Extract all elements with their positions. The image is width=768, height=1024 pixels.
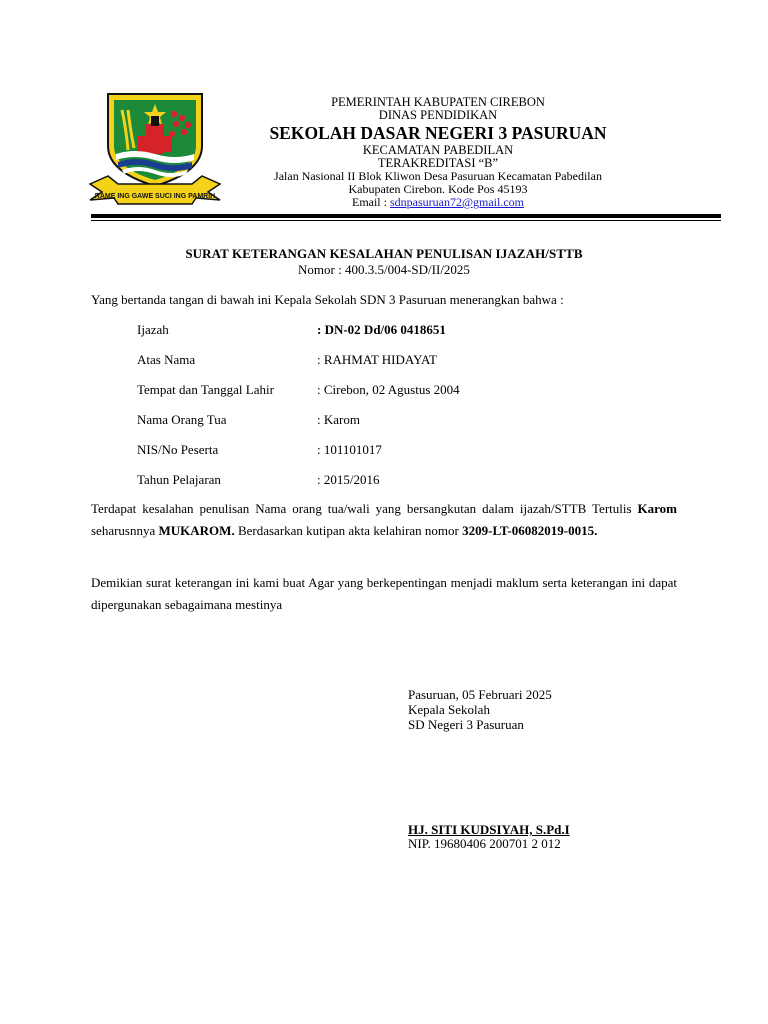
accreditation: TERAKREDITASI “B” [377, 156, 499, 170]
school-name: SEKOLAH DASAR NEGERI 3 PASURUAN [269, 123, 607, 143]
field-value-birth: : Cirebon, 02 Agustus 2004 [317, 382, 460, 397]
para1-part-e: Berdasarkan kutipan akta kelahiran nomor [234, 523, 463, 538]
address-line-2: Kabupaten Cirebon. Kode Pos 45193 [348, 182, 528, 196]
field-label-name: Atas Nama [137, 352, 196, 367]
letterhead-divider-thin [91, 220, 721, 221]
regency-crest-logo [88, 88, 222, 208]
para1-wrong-name: Karom [637, 501, 677, 516]
intro-text: Yang bertanda tangan di bawah ini Kepala Sekolah SDN 3 Pasuruan menerangkan bahwa : [91, 292, 564, 307]
signature-institution: SD Negeri 3 Pasuruan [408, 717, 524, 732]
correction-paragraph [91, 498, 677, 542]
field-value-name: : RAHMAT HIDAYAT [317, 352, 437, 367]
signatory-name: HJ. SITI KUDSIYAH, S.Pd.I [408, 822, 570, 837]
signature-place-date: Pasuruan, 05 Februari 2025 [408, 687, 552, 702]
para1-part-c: seharusnnya [91, 523, 159, 538]
field-label-parent: Nama Orang Tua [137, 412, 227, 427]
letter-number: Nomor : 400.3.5/004-SD/II/2025 [298, 262, 470, 277]
closing-paragraph: Demikian surat keterangan ini kami buat Agar yang berkepentingan menjadi maklum serta keterangan ini dapat dipergunakan sebagaimana mestinya [91, 575, 677, 612]
field-value-parent: : Karom [317, 412, 360, 427]
field-value-nis: : 101101017 [317, 442, 382, 457]
field-label-nis: NIS/No Peserta [137, 442, 219, 457]
letterhead-divider-thick [91, 214, 721, 218]
district-name: KECAMATAN PABEDILAN [362, 143, 514, 157]
email-link[interactable]: sdnpasuruan72@gmail.com [389, 195, 525, 209]
address-line-1: Jalan Nasional II Blok Kliwon Desa Pasuruan Kecamatan Pabedilan [274, 169, 602, 183]
field-label-ijazah: Ijazah [137, 322, 169, 337]
field-value-ijazah: : DN-02 Dd/06 0418651 [317, 322, 446, 337]
crest-motto: RAME ING GAWE SUCI ING PAMRIH [94, 193, 216, 200]
para1-correct-name: MUKAROM. [158, 523, 235, 538]
para1-certificate-number: 3209-LT-06082019-0015. [462, 523, 598, 538]
email-line [230, 196, 646, 209]
field-value-year: : 2015/2016 [317, 472, 380, 487]
letter-title: SURAT KETERANGAN KESALAHAN PENULISAN IJAZAH/STTB [185, 246, 583, 261]
government-name: PEMERINTAH KABUPATEN CIREBON [331, 95, 545, 109]
email-label: Email : [351, 195, 390, 209]
department-name: DINAS PENDIDIKAN [378, 108, 498, 122]
letterhead [230, 96, 646, 209]
field-label-year: Tahun Pelajaran [137, 472, 221, 487]
field-label-birth: Tempat dan Tanggal Lahir [137, 382, 274, 397]
para1-part-a: Terdapat kesalahan penulisan Nama orang tua/wali yang bersangkutan dalam ijazah/STTB Tertulis [91, 501, 638, 516]
signatory-nip: NIP. 19680406 200701 2 012 [408, 836, 561, 851]
signature-position: Kepala Sekolah [408, 702, 490, 717]
